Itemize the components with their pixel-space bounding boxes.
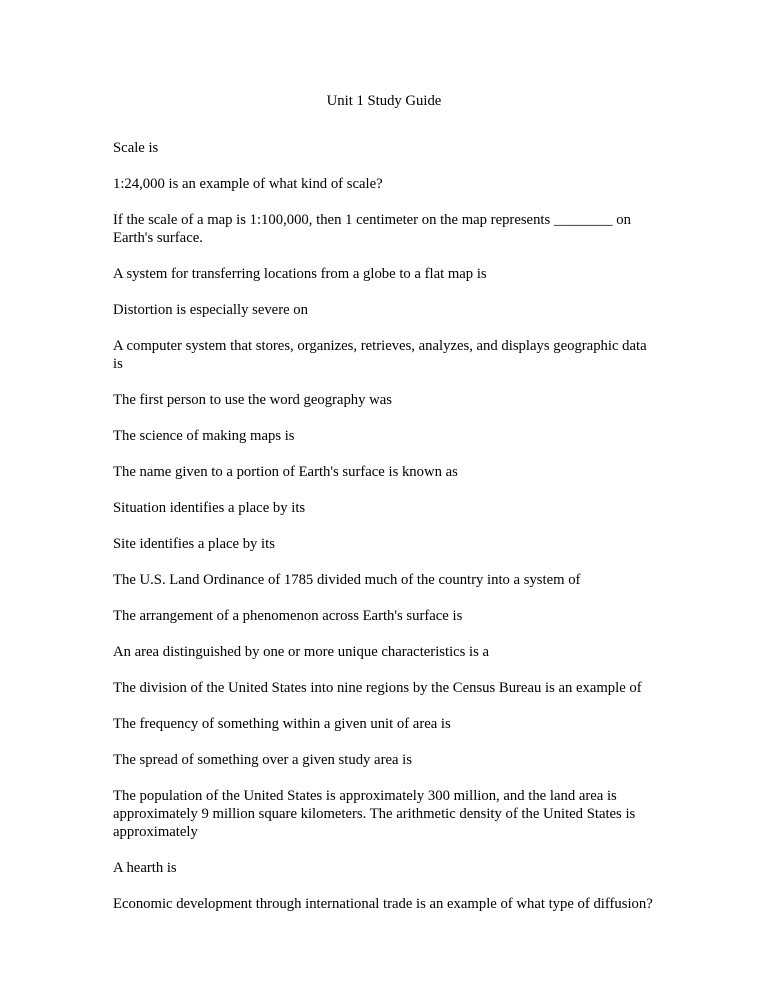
question-19: A hearth is: [113, 860, 177, 876]
question-1: Scale is: [113, 140, 159, 156]
question-3: If the scale of a map is 1:100,000, then 1 centimeter on the map represents ________ on Earth's surface.: [113, 212, 631, 246]
question-6: A computer system that stores, organizes, retrieves, analyzes, and displays geographic data is: [113, 338, 647, 372]
page-title: Unit 1 Study Guide: [326, 93, 442, 109]
question-11: Site identifies a place by its: [113, 536, 275, 552]
question-14: An area distinguished by one or more unique characteristics is a: [113, 644, 490, 660]
question-7: The first person to use the word geography was: [113, 392, 392, 408]
question-9: The name given to a portion of Earth's surface is known as: [113, 464, 458, 480]
question-12: The U.S. Land Ordinance of 1785 divided much of the country into a system of: [113, 572, 581, 588]
question-16: The frequency of something within a given unit of area is: [113, 716, 451, 732]
question-13: The arrangement of a phenomenon across Earth's surface is: [113, 608, 463, 624]
question-20: Economic development through international trade is an example of what type of diffusion?: [113, 896, 653, 912]
question-17: The spread of something over a given study area is: [113, 752, 412, 768]
question-15: The division of the United States into nine regions by the Census Bureau is an example of: [113, 680, 642, 696]
question-10: Situation identifies a place by its: [113, 500, 306, 516]
question-2: 1:24,000 is an example of what kind of scale?: [113, 176, 383, 192]
question-5: Distortion is especially severe on: [113, 302, 308, 318]
question-4: A system for transferring locations from a globe to a flat map is: [113, 266, 487, 282]
question-8: The science of making maps is: [113, 428, 295, 444]
question-18: The population of the United States is approximately 300 million, and the land area is approximately 9 million square kilometers. The arithmetic density of the United States is approximately: [113, 788, 636, 840]
